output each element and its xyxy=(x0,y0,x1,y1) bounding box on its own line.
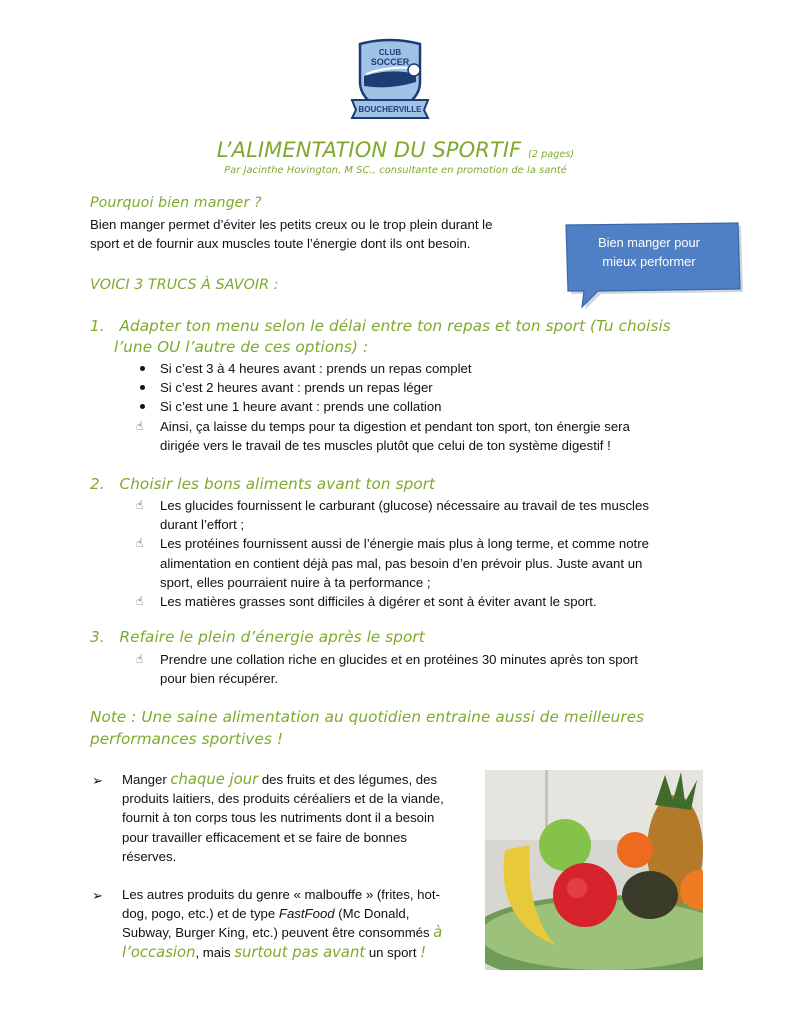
pointing-hand-icon: ☝ xyxy=(136,652,144,666)
section-title: Choisir les bons aliments avant ton sport xyxy=(119,475,436,493)
intro-heading: Pourquoi bien manger ? xyxy=(90,195,262,211)
page-title xyxy=(0,138,791,162)
list-item: Si c’est une 1 heure avant : prends une collation xyxy=(136,397,716,416)
section-2-list xyxy=(136,496,716,611)
section-number: 3. xyxy=(90,628,105,646)
callout-text xyxy=(562,233,736,271)
list-item: Si c’est 3 à 4 heures avant : prends un repas complet xyxy=(136,359,716,378)
note-line: performances sportives ! xyxy=(90,730,284,748)
pointing-hand-icon: ☝ xyxy=(136,498,144,512)
section-1-list xyxy=(136,359,716,455)
list-item: ☝ Les glucides fournissent le carburant (glucose) nécessaire au travail de tes muscles durant l’effort ; xyxy=(136,498,649,533)
intro-line: Bien manger permet d’éviter les petits creux ou le trop plein durant le xyxy=(90,217,493,232)
list-item: ☝ Les matières grasses sont difficiles à digérer et sont à éviter avant le sport. xyxy=(136,592,716,611)
list-item: ☝ Les protéines fournissent aussi de l’énergie mais plus à long terme, et comme notre alimentation en contient déjà pas mal, pas besoin d’en prévoir plus. Juste avant un sport, elles pourraient nuire à ta performance ; xyxy=(136,536,649,590)
section-2-heading xyxy=(90,474,730,495)
logo-banner: BOUCHERVILLE xyxy=(358,105,422,114)
callout-bubble xyxy=(562,221,736,293)
note-line: Note : Une saine alimentation au quotidien entraine aussi de meilleures xyxy=(90,708,645,726)
section-title: Adapter ton menu selon le délai entre ton repas et ton sport (Tu choisis xyxy=(119,317,671,335)
title-pages: (2 pages) xyxy=(528,149,575,160)
section-3-heading xyxy=(90,627,730,648)
section-title-cont: l’une OU l’autre de ces options) : xyxy=(114,338,369,356)
list-item: ☝ Ainsi, ça laisse du temps pour ta digestion et pendant ton sport, ton énergie sera dirigée vers le travail de tes muscles plutôt que celui de ton système digestif ! xyxy=(136,418,630,453)
intro-line: sport et de fournir aux muscles toute l’énergie dont ils ont besoin. xyxy=(90,236,471,252)
arrow-bullet-icon: ➢ xyxy=(92,773,104,788)
intro-paragraph xyxy=(90,215,550,253)
club-logo xyxy=(350,38,430,120)
logo-line1: CLUB xyxy=(378,48,402,57)
section-title: Refaire le plein d’énergie après le sport xyxy=(119,628,425,646)
logo-line2: SOCCER xyxy=(370,57,410,67)
tips-heading: VOICI 3 TRUCS À SAVOIR : xyxy=(90,277,279,293)
section-1-heading xyxy=(90,316,730,358)
callout-line: Bien manger pour xyxy=(598,235,700,250)
pointing-hand-icon: ☝ xyxy=(136,418,144,433)
list-item: ☝ Prendre une collation riche en glucides et en protéines 30 minutes après ton sport pour bien récupérer. xyxy=(136,652,638,687)
emphasis: chaque jour xyxy=(170,771,259,788)
title-text: L’ALIMENTATION DU SPORTIF xyxy=(216,138,522,162)
note xyxy=(90,706,730,750)
pointing-hand-icon: ☝ xyxy=(136,536,144,551)
author-line: Par Jacinthe Hovington, M SC., consultante en promotion de la santé xyxy=(224,165,567,176)
section-number: 2. xyxy=(90,475,105,493)
list-item: Si c’est 2 heures avant : prends un repas léger xyxy=(136,378,716,397)
advice-list xyxy=(92,770,470,962)
pointing-hand-icon: ☝ xyxy=(136,594,144,609)
fruit-photo xyxy=(485,770,703,970)
section-3-list xyxy=(136,650,716,688)
advice-item: ➢ Les autres produits du genre « malbouffe » (frites, hot- dog, pogo, etc.) et de type FastFood (Mc Donald, Subway, Burger King, etc.) peuvent être consommés à l’occasion, mais surtout pas avant un sport ! xyxy=(92,887,443,961)
arrow-bullet-icon: ➢ xyxy=(92,888,104,904)
advice-item: ➢ Manger chaque jour des fruits et des légumes, des produits laitiers, des produits céréaliers et de la viande, fournit à ton corps tous les nutriments dont il a besoin pour travailler efficacement et se faire de bonnes réserves. xyxy=(92,771,444,864)
section-number: 1. xyxy=(90,317,105,335)
callout-line: mieux performer xyxy=(602,254,696,269)
